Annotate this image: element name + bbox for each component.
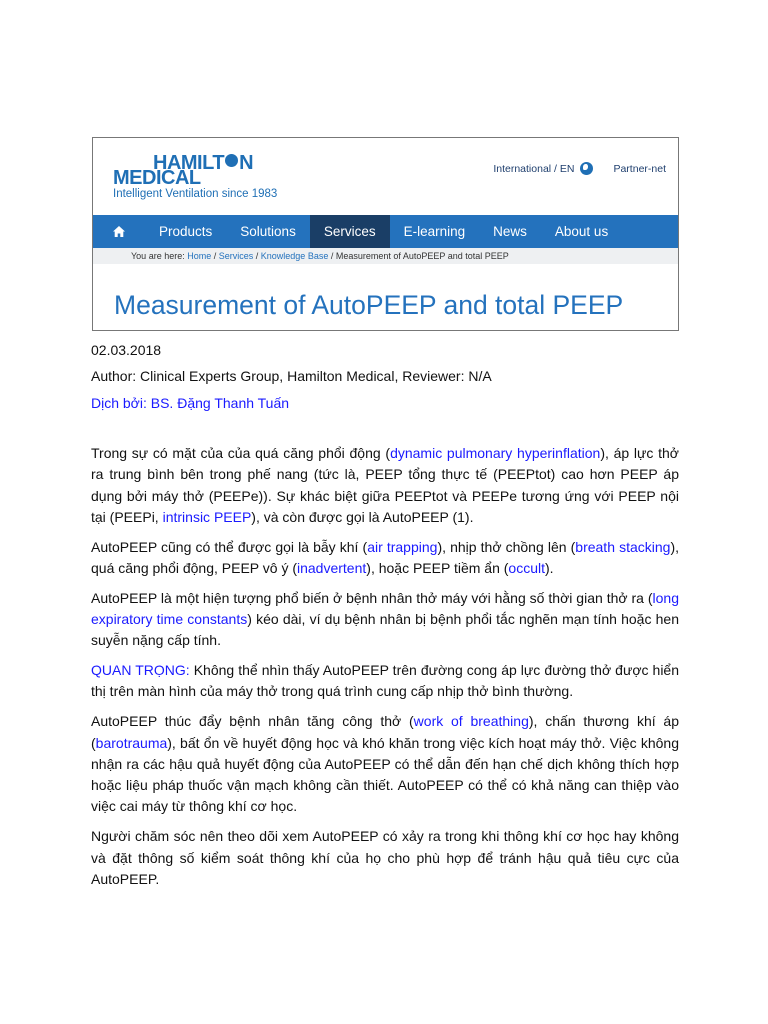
article-paragraph xyxy=(91,711,679,817)
logo-tagline: Intelligent Ventilation since 1983 xyxy=(113,188,278,200)
translator-line: Dịch bởi: BS. Đặng Thanh Tuấn xyxy=(91,395,290,411)
paragraph-text: ), bất ổn về huyết động học và khó khăn trong việc kích hoạt máy thở. Việc không nhận ra các hậu quả huyết động của AutoPEEP có thể dẫn đến hạn chế dịch không thích hợp hoặc liệu pháp thuốc vận mạch không cần thiết. AutoPEEP có thể có khả năng can thiệp vào việc cai máy từ thông khí cơ học. xyxy=(91,734,679,815)
article-paragraph xyxy=(91,660,679,703)
highlighted-term: QUAN TRỌNG: xyxy=(91,662,190,679)
highlighted-term: air trapping xyxy=(367,538,438,555)
nav-services[interactable]: Services xyxy=(310,215,390,248)
nav-e-learning[interactable]: E-learning xyxy=(403,224,466,239)
author-line: Author: Clinical Experts Group, Hamilton Medical, Reviewer: N/A xyxy=(91,368,492,384)
paragraph-text: ). xyxy=(545,559,554,576)
top-links xyxy=(493,162,666,175)
highlighted-term: work of breathing xyxy=(413,713,529,730)
article-paragraph xyxy=(91,826,679,890)
nav-news[interactable]: News xyxy=(493,224,527,239)
paragraph-text: ), áp lực thở ra trung bình bên trong phế nang (tức là, PEEP tổng thực tế (PEEPtot) cao hơn PEEP áp dụng bởi máy thở (PEEPe)). Sự khác biệt giữa PEEPtot và PEEPe tương ứng với PEEP nội tại (PEEPi, xyxy=(91,445,679,525)
highlighted-term: barotrauma xyxy=(95,734,168,751)
article-paragraph xyxy=(91,537,679,580)
highlighted-term: occult xyxy=(508,559,545,576)
logo-wordmark-top: HAMILT N xyxy=(153,152,254,174)
highlighted-term: dynamic pulmonary hyperinflation xyxy=(390,445,601,461)
paragraph-text: ), hoặc PEEP tiềm ẩn ( xyxy=(366,559,509,576)
main-nav xyxy=(93,215,678,248)
paragraph-text: ), và còn được gọi là AutoPEEP (1). xyxy=(251,508,474,525)
highlighted-term: inadvertent xyxy=(297,559,367,576)
highlighted-term: intrinsic PEEP xyxy=(162,508,252,525)
breadcrumb-home[interactable]: Home xyxy=(187,251,212,261)
paragraph-text: AutoPEEP cũng có thể được gọi là bẫy khí ( xyxy=(91,538,368,555)
publish-date: 02.03.2018 xyxy=(91,342,162,358)
paragraph-text: AutoPEEP là một hiện tượng phổ biến ở bệnh nhân thở máy với hằng số thời gian thở ra ( xyxy=(91,589,653,606)
highlighted-term: breath stacking xyxy=(575,538,671,555)
paragraph-text: ) kéo dài, ví dụ bệnh nhân bị bệnh phổi tắc nghẽn mạn tính hoặc hen suyễn nặng cấp tính. xyxy=(91,611,679,649)
paragraph-text: ), chấn thương khí áp ( xyxy=(91,713,679,751)
page-title: Measurement of AutoPEEP and total PEEP xyxy=(114,290,624,320)
paragraph-text: Người chăm sóc nên theo dõi xem AutoPEEP có xảy ra trong khi thông khí cơ học hay không và đặt thông số kiểm soát thông khí của họ cho phù hợp để tránh hậu quả tiêu cực của AutoPEEP. xyxy=(91,828,679,887)
home-icon[interactable] xyxy=(93,215,145,248)
article-paragraph xyxy=(91,443,679,528)
website-screenshot xyxy=(92,137,679,331)
globe-icon[interactable] xyxy=(580,162,593,175)
paragraph-text: ), nhịp thở chồng lên ( xyxy=(437,538,576,555)
nav-solutions[interactable]: Solutions xyxy=(240,224,296,239)
paragraph-text: ), quá căng phổi động, PEEP vô ý ( xyxy=(91,538,679,576)
paragraph-text: Trong sự có mặt của của quá căng phổi động ( xyxy=(91,445,391,461)
logo-badge-icon xyxy=(225,154,238,167)
breadcrumb: You are here: Home / Services / Knowledge Base / Measurement of AutoPEEP and total PEEP xyxy=(93,248,678,264)
breadcrumb-knowledge-base[interactable]: Knowledge Base xyxy=(260,251,329,261)
logo-wordmark-bottom: MEDICAL xyxy=(113,167,201,189)
breadcrumb-current: Measurement of AutoPEEP and total PEEP xyxy=(335,251,509,261)
article-body xyxy=(91,443,679,899)
partner-net-link[interactable]: Partner-net xyxy=(613,162,666,175)
paragraph-text: Không thể nhìn thấy AutoPEEP trên đường cong áp lực đường thở được hiển thị trên màn hình của máy thở trong quá trình cung cấp nhịp thở bình thường. xyxy=(91,662,680,700)
paragraph-text: AutoPEEP thúc đẩy bệnh nhân tăng công thở ( xyxy=(91,713,414,730)
nav-about-us[interactable]: About us xyxy=(554,224,609,239)
nav-products[interactable]: Products xyxy=(159,224,213,239)
breadcrumb-services[interactable]: Services xyxy=(218,251,254,261)
language-link[interactable]: International / EN xyxy=(493,162,575,175)
article-paragraph xyxy=(91,588,679,652)
highlighted-term: long expiratory time constants xyxy=(91,589,679,628)
